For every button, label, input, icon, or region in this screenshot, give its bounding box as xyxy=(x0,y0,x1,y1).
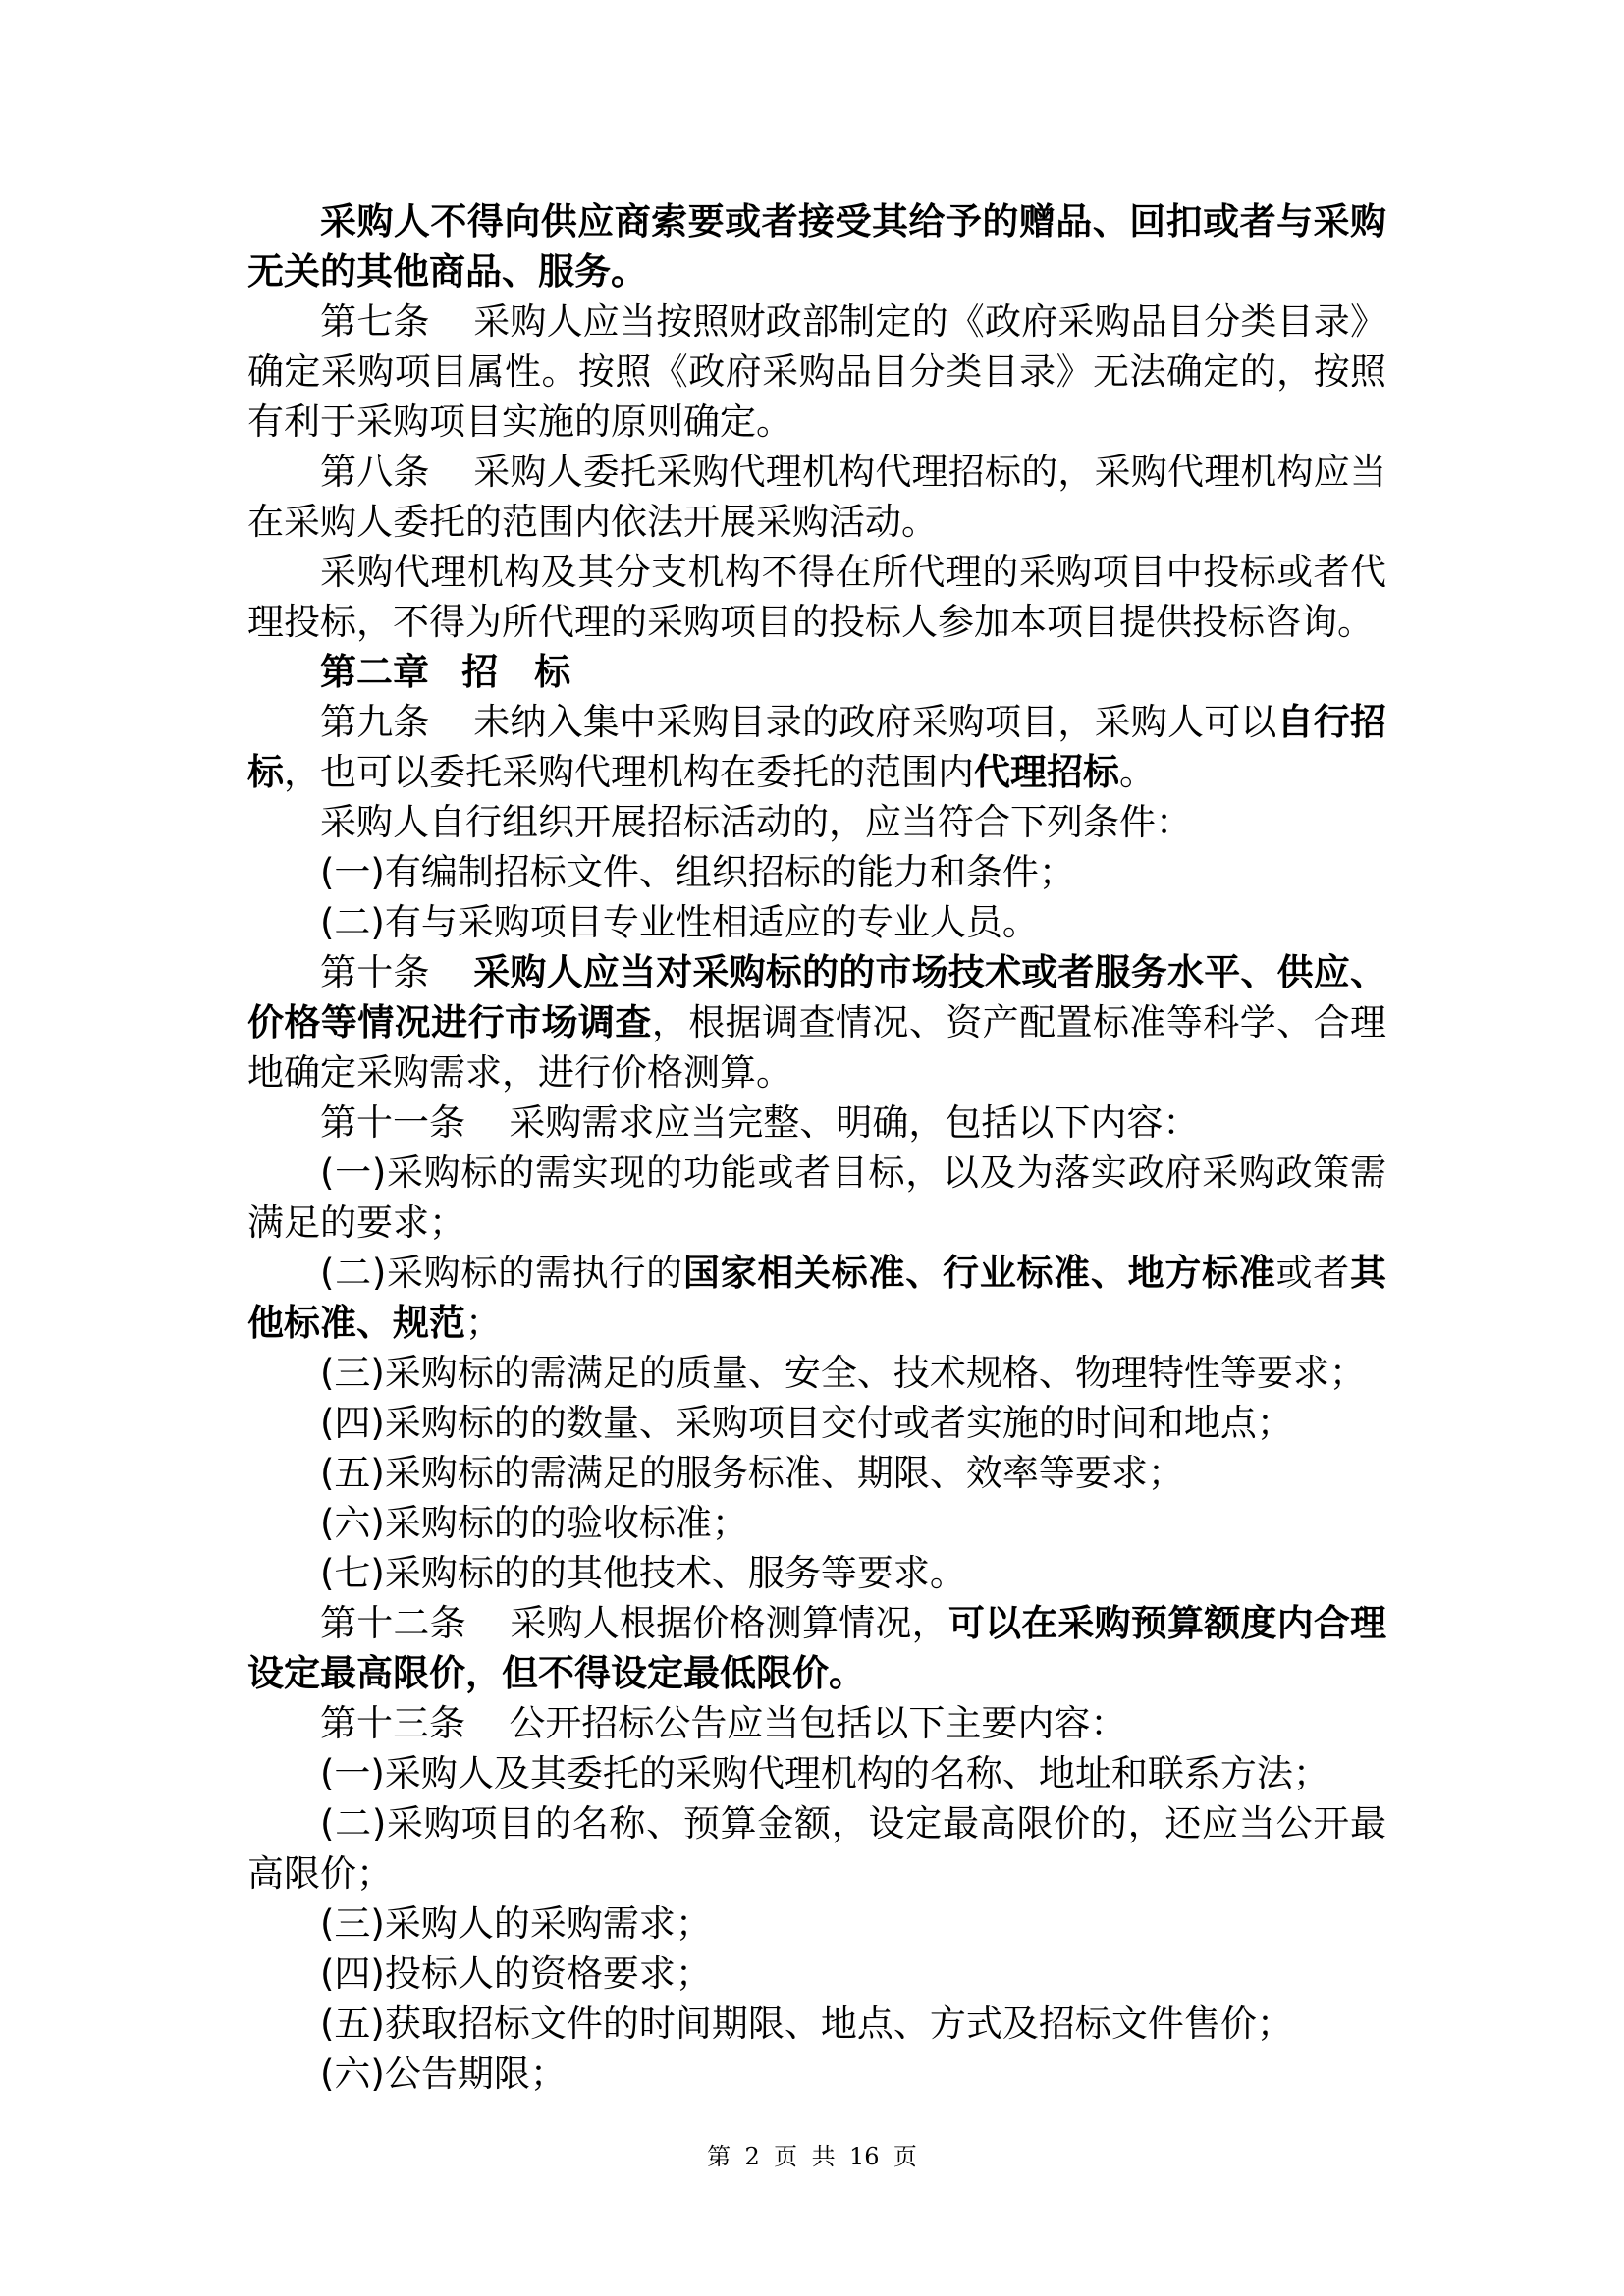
list-item xyxy=(247,897,1386,947)
list-item-text: (七)采购标的的其他技术、服务等要求。 xyxy=(320,1552,966,1594)
list-item-text: 或者 xyxy=(1275,1252,1351,1294)
list-item-text: (二)有与采购项目专业性相适应的专业人员。 xyxy=(320,901,1039,943)
article-text: 采购人应当按照财政部制定的《政府采购品目分类目录》确定采购项目属性。按照《政府采购品目分类目录》无法确定的，按照有利于采购项目实施的原则确定。 xyxy=(247,300,1387,443)
article-9 xyxy=(247,697,1386,797)
list-item xyxy=(247,1999,1386,2049)
list-item-text: (三)采购人的采购需求； xyxy=(320,1902,712,1945)
list-item xyxy=(247,1949,1386,1999)
emphasis-text: 代理招标 xyxy=(974,751,1119,793)
chapter-title: 招 标 xyxy=(461,651,571,693)
footer-label: 第 xyxy=(707,2143,731,2170)
article-number: 第十二条 xyxy=(320,1602,466,1644)
list-item xyxy=(247,2049,1386,2099)
list-item-text: ； xyxy=(465,1302,502,1344)
list-item-text: (四)投标人的资格要求； xyxy=(320,1952,712,1995)
list-item-text: (三)采购标的需满足的质量、安全、技术规格、物理特性等要求； xyxy=(320,1352,1366,1394)
article-text: 采购需求应当完整、明确，包括以下内容： xyxy=(509,1101,1200,1144)
list-item-text: (六)采购标的的验收标准； xyxy=(320,1502,748,1544)
article-8 xyxy=(247,447,1386,547)
article-11 xyxy=(247,1097,1386,1148)
article-number: 第八条 xyxy=(320,451,430,493)
paragraph-text: 采购人不得向供应商索要或者接受其给予的赠品、回扣或者与采购无关的其他商品、服务。 xyxy=(247,200,1386,293)
list-item xyxy=(247,1748,1386,1798)
article-text: ，根据调查情况、资产配置标准等科学、合理地确定采购需求，进行价格测算。 xyxy=(247,1001,1387,1094)
emphasis-text: 自行招标 xyxy=(247,701,1387,793)
chapter-heading xyxy=(247,647,1386,697)
list-item xyxy=(247,1248,1386,1348)
list-item xyxy=(247,1398,1386,1448)
article-number: 第九条 xyxy=(320,701,430,743)
emphasis-text: 可以在采购预算额度内合理设定最高限价，但不得设定最低限价。 xyxy=(247,1602,1387,1694)
emphasis-text: 其他标准、规范 xyxy=(247,1252,1387,1344)
list-item-text: (五)获取招标文件的时间期限、地点、方式及招标文件售价； xyxy=(320,2002,1293,2045)
list-item xyxy=(247,1898,1386,1949)
list-item-text: (一)采购标的需实现的功能或者目标，以及为落实政府采购政策需满足的要求； xyxy=(247,1151,1386,1244)
paragraph-bold-statement xyxy=(247,196,1386,296)
list-item xyxy=(247,1498,1386,1548)
article-7 xyxy=(247,296,1386,447)
list-item-text: (一)有编制招标文件、组织招标的能力和条件； xyxy=(320,851,1075,893)
article-text: 采购人委托采购代理机构代理招标的，采购代理机构应当在采购人委托的范围内依法开展采购活动。 xyxy=(247,451,1387,543)
emphasis-text: 国家相关标准、行业标准、地方标准 xyxy=(682,1252,1276,1294)
list-item-text: (五)采购标的需满足的服务标准、期限、效率等要求； xyxy=(320,1452,1184,1494)
footer-label: 页 xyxy=(893,2143,917,2170)
paragraph xyxy=(247,547,1386,647)
article-text: ，也可以委托采购代理机构在委托的范围内 xyxy=(284,751,974,793)
article-text: 采购人根据价格测算情况， xyxy=(510,1602,948,1644)
article-10 xyxy=(247,947,1386,1097)
list-item-text: (六)公告期限； xyxy=(320,2053,567,2095)
emphasis-text: 采购人应当对采购标的的市场技术或者服务水平、供应、价格等情况进行市场调查 xyxy=(247,951,1387,1043)
list-item xyxy=(247,1148,1386,1248)
current-page-number: 2 xyxy=(744,2143,760,2170)
list-item xyxy=(247,1448,1386,1498)
article-text: 。 xyxy=(1119,751,1156,793)
list-item-text: (四)采购标的的数量、采购项目交付或者实施的时间和地点； xyxy=(320,1402,1293,1444)
article-number: 第十条 xyxy=(320,951,430,993)
list-item xyxy=(247,1798,1386,1898)
total-pages-number: 16 xyxy=(848,2143,880,2170)
page-footer xyxy=(0,2137,1624,2171)
paragraph-text: 采购代理机构及其分支机构不得在所代理的采购项目中投标或者代理投标，不得为所代理的采购项目的投标人参加本项目提供投标咨询。 xyxy=(247,551,1386,643)
paragraph xyxy=(247,797,1386,847)
footer-label: 共 xyxy=(811,2143,836,2170)
list-item-text: (二)采购标的需执行的 xyxy=(320,1252,683,1294)
list-item-text: (一)采购人及其委托的采购代理机构的名称、地址和联系方法； xyxy=(320,1752,1329,1794)
list-item xyxy=(247,1548,1386,1598)
footer-label: 页 xyxy=(774,2143,798,2170)
article-12 xyxy=(247,1598,1386,1698)
chapter-number: 第二章 xyxy=(320,651,429,693)
paragraph-text: 采购人自行组织开展招标活动的，应当符合下列条件： xyxy=(320,801,1192,843)
list-item-text: (二)采购项目的名称、预算金额，设定最高限价的，还应当公开最高限价； xyxy=(247,1802,1386,1895)
list-item xyxy=(247,847,1386,897)
article-text: 未纳入集中采购目录的政府采购项目，采购人可以 xyxy=(473,701,1277,743)
article-number: 第十一条 xyxy=(320,1101,465,1144)
list-item xyxy=(247,1348,1386,1398)
document-body xyxy=(247,196,1386,2099)
article-number: 第十三条 xyxy=(320,1702,465,1744)
article-number: 第七条 xyxy=(320,300,430,343)
article-text: 公开招标公告应当包括以下主要内容： xyxy=(509,1702,1127,1744)
article-13 xyxy=(247,1698,1386,1748)
